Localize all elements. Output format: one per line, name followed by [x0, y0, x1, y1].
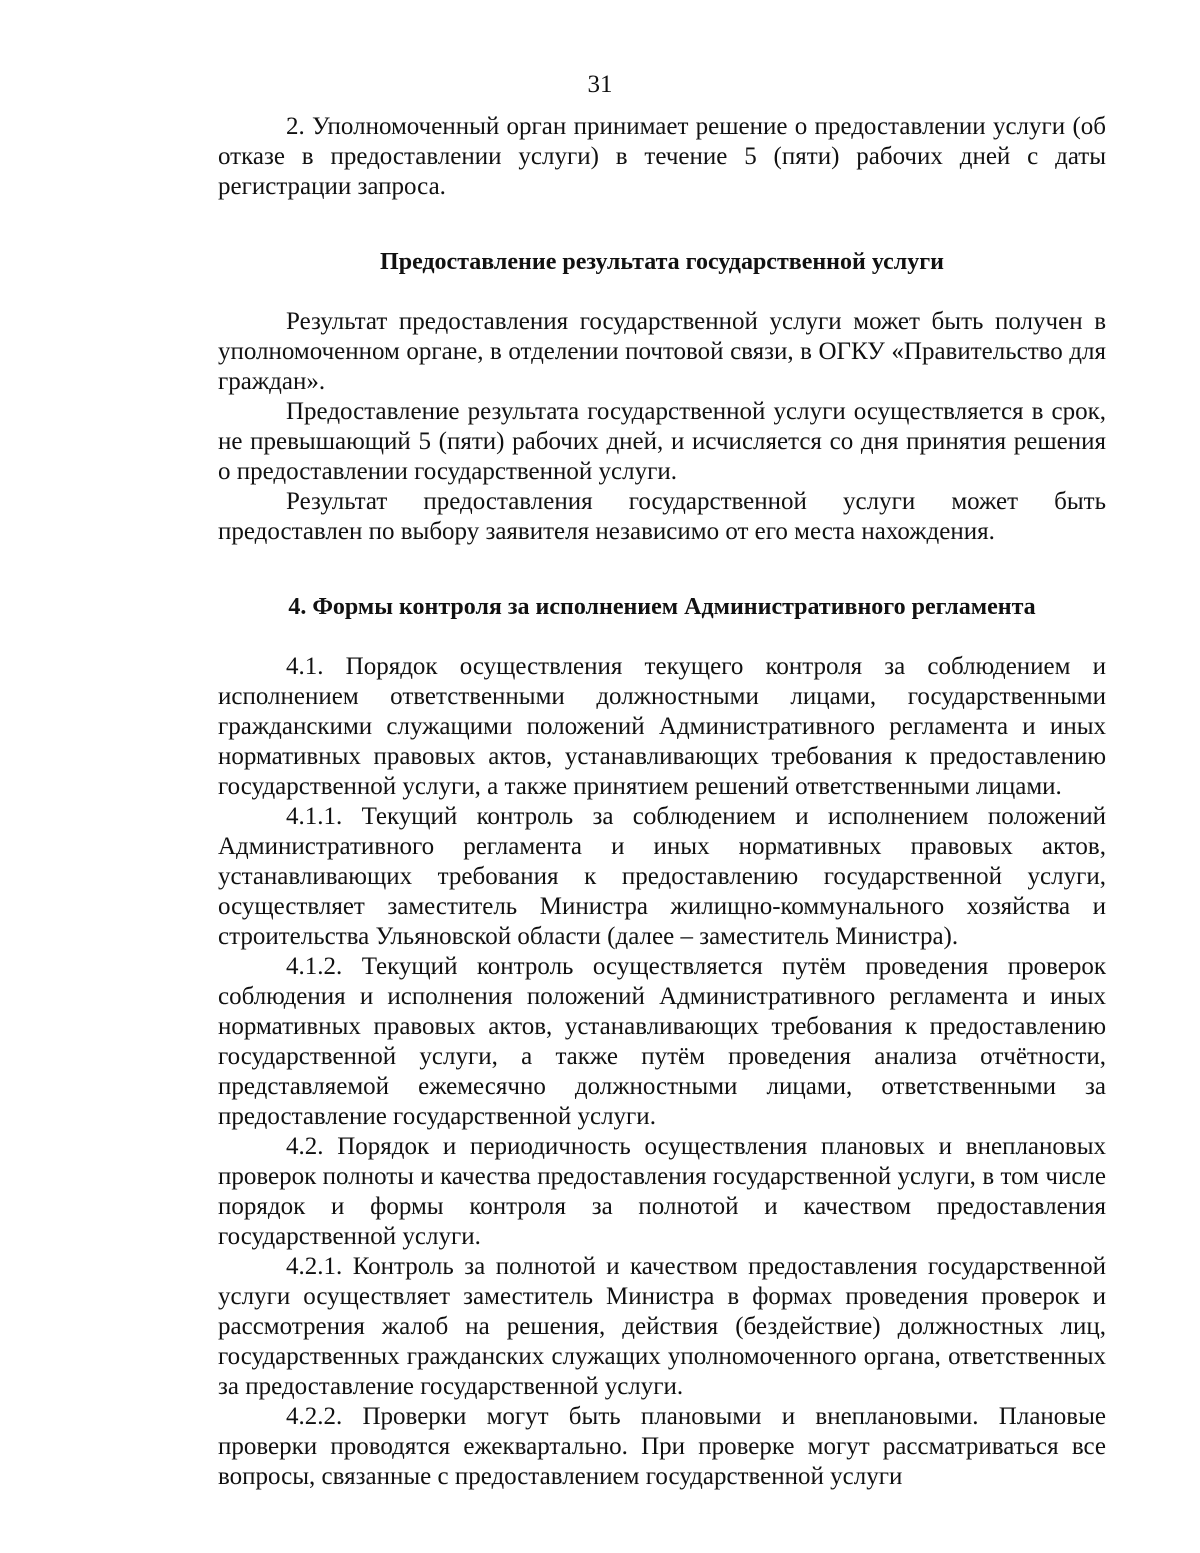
paragraph: 4.1. Порядок осуществления текущего контроля за соблюдением и исполнением ответственными должностными лицами, государственными гражданскими служащими положений Административного регламента и иных нормативных правовых актов, устанавливающих требования к предоставлению государственной услуги, а также принятием решений ответственными лицами.	[218, 653, 1106, 800]
paragraph: 4.2.2. Проверки могут быть плановыми и внеплановыми. Плановые проверки проводятся ежеквартально. При проверке могут рассматриваться все вопросы, связанные с предоставлением государственной услуги	[218, 1403, 1106, 1490]
page-content	[218, 112, 1106, 1492]
paragraph: Результат предоставления государственной услуги может быть получен в уполномоченном органе, в отделении почтовой связи, в ОГКУ «Правительство для граждан».	[218, 308, 1106, 395]
paragraph: 4.1.2. Текущий контроль осуществляется путём проведения проверок соблюдения и исполнения положений Административного регламента и иных нормативных правовых актов, устанавливающих требования к предоставлению государственной услуги, а также путём проведения анализа отчётности, представляемой ежемесячно должностными лицами, ответственными за предоставление государственной услуги.	[218, 953, 1106, 1130]
page-number: 31	[587, 71, 613, 98]
heading-section-4: 4. Формы контроля за исполнением Административного регламента	[288, 594, 1036, 620]
paragraph: 4.2.1. Контроль за полнотой и качеством предоставления государственной услуги осуществляет заместитель Министра в формах проведения проверок и рассмотрения жалоб на решения, действия (бездействие) должностных лиц, государственных гражданских служащих уполномоченного органа, ответственных за предоставление государственной услуги.	[218, 1253, 1106, 1400]
paragraph: 4.1.1. Текущий контроль за соблюдением и исполнением положений Административного регламента и иных нормативных правовых актов, устанавливающих требования к предоставлению государственной услуги, осуществляет заместитель Министра жилищно-коммунального хозяйства и строительства Ульяновской области (далее – заместитель Министра).	[218, 803, 1106, 950]
paragraph: 4.2. Порядок и периодичность осуществления плановых и внеплановых проверок полноты и качества предоставления государственной услуги, в том числе порядок и формы контроля за полнотой и качеством предоставления государственной услуги.	[218, 1133, 1106, 1250]
paragraph: Предоставление результата государственной услуги осуществляется в срок, не превышающий 5 (пяти) рабочих дней, и исчисляется со дня принятия решения о предоставлении государственной услуги.	[218, 398, 1106, 485]
paragraph: 2. Уполномоченный орган принимает решение о предоставлении услуги (об отказе в предоставлении услуги) в течение 5 (пяти) рабочих дней с даты регистрации запроса.	[218, 113, 1106, 200]
heading-result: Предоставление результата государственной услуги	[380, 249, 944, 275]
paragraph: Результат предоставления государственной услуги может быть предоставлен по выбору заявителя независимо от его места нахождения.	[218, 488, 1106, 545]
